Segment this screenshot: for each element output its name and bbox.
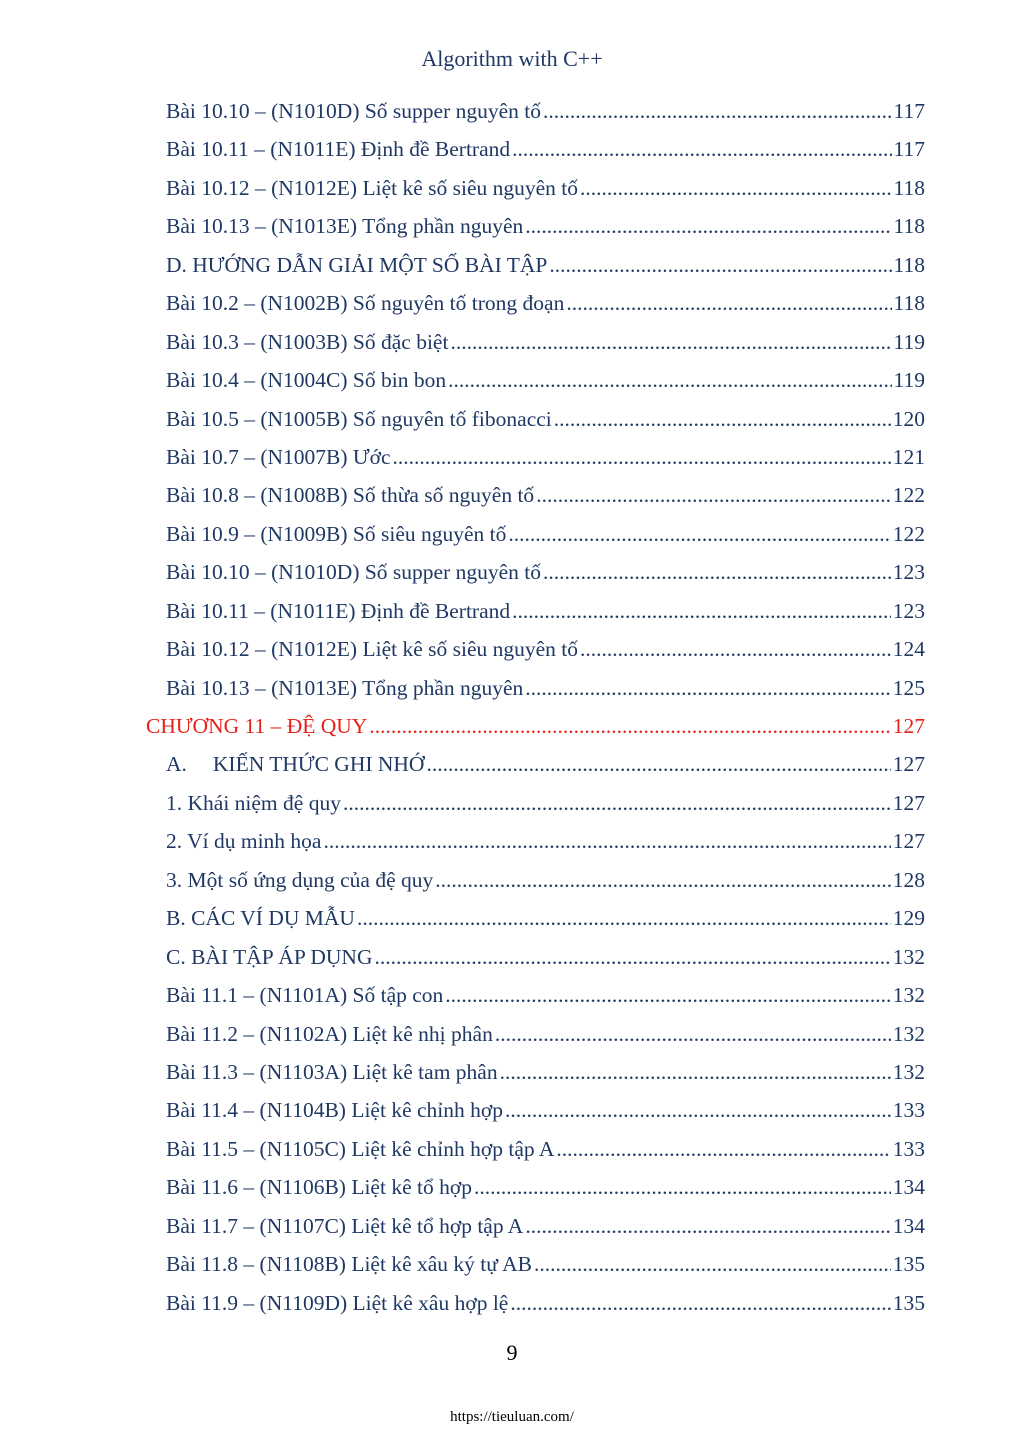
toc-entry-page: 119 [893, 368, 925, 393]
toc-entry-title: 3. Một số ứng dụng của đệ quy [166, 867, 434, 892]
toc-dot-leader [450, 323, 891, 361]
toc-entry[interactable] [0, 1091, 1024, 1129]
footer-url[interactable]: https://tieuluan.com/ [450, 1409, 574, 1425]
toc-entry-title: 1. Khái niệm đệ quy [166, 790, 341, 815]
toc-entry-title: C. BÀI TẬP ÁP DỤNG [166, 944, 373, 969]
toc-dot-leader [435, 861, 891, 899]
toc-entry[interactable] [0, 169, 1024, 207]
toc-entry[interactable] [0, 861, 1024, 899]
toc-entry-title: Bài 10.11 – (N1011E) Định đề Bertrand [166, 137, 511, 162]
toc-entry[interactable] [0, 207, 1024, 245]
toc-dot-leader [525, 669, 890, 707]
toc-entry-page: 127 [892, 829, 925, 854]
toc-entry[interactable] [0, 669, 1024, 707]
toc-entry-title: Bài 11.8 – (N1108B) Liệt kê xâu ký tự AB [166, 1252, 532, 1277]
table-of-contents [0, 92, 1024, 1322]
toc-entry-page: 132 [892, 983, 925, 1008]
toc-entry-title: Bài 11.3 – (N1103A) Liệt kê tam phân [166, 1059, 498, 1084]
toc-entry[interactable] [0, 1168, 1024, 1206]
toc-entry-page: 135 [892, 1290, 925, 1315]
toc-entry-page: 133 [892, 1136, 925, 1161]
toc-entry[interactable] [0, 323, 1024, 361]
toc-entry-page: 117 [893, 99, 925, 123]
toc-entry[interactable] [0, 976, 1024, 1014]
toc-entry[interactable] [0, 1207, 1024, 1245]
toc-entry[interactable] [0, 1015, 1024, 1053]
toc-entry-title: Bài 10.8 – (N1008B) Số thừa số nguyên tố [166, 483, 535, 508]
toc-entry-page: 125 [892, 675, 925, 700]
toc-entry-title [166, 745, 424, 783]
toc-entry-title: Bài 10.12 – (N1012E) Liệt kê số siêu nguyên tố [166, 175, 579, 200]
toc-entry-title: B. CÁC VÍ DỤ MẪU [166, 906, 355, 931]
toc-dot-leader [525, 207, 891, 245]
toc-entry-title: Bài 10.9 – (N1009B) Số siêu nguyên tố [166, 521, 507, 546]
toc-entry-page: 123 [892, 560, 925, 585]
toc-entry-prefix: A. [166, 752, 187, 777]
toc-entry-page: 118 [893, 291, 925, 316]
toc-entry-title: D. HƯỚNG DẪN GIẢI MỘT SỐ BÀI TẬP [166, 252, 548, 277]
toc-entry-page: 120 [892, 406, 925, 431]
toc-entry-page: 135 [892, 1252, 925, 1277]
toc-entry-title-text: KIẾN THỨC GHI NHỚ [212, 752, 425, 777]
toc-entry-page: 117 [893, 137, 925, 162]
page-number: 9 [506, 1340, 518, 1365]
toc-dot-leader [448, 361, 891, 399]
toc-entry-page: 121 [892, 444, 925, 469]
toc-dot-leader [556, 1130, 890, 1168]
toc-entry-page: 127 [892, 790, 925, 815]
toc-entry-title: Bài 11.1 – (N1101A) Số tập con [166, 983, 444, 1008]
toc-entry-title: Bài 11.2 – (N1102A) Liệt kê nhị phân [166, 1021, 493, 1046]
toc-entry-title: Bài 10.10 – (N1010D) Số supper nguyên tố [166, 560, 542, 585]
toc-entry-title: Bài 10.4 – (N1004C) Số bin bon [166, 368, 447, 393]
toc-dot-leader [543, 553, 891, 591]
toc-dot-leader [369, 707, 890, 745]
toc-entry[interactable] [0, 553, 1024, 591]
toc-entry-page: 122 [892, 483, 925, 508]
toc-entry-title: Bài 11.4 – (N1104B) Liệt kê chỉnh hợp [166, 1098, 503, 1123]
toc-entry[interactable] [0, 1130, 1024, 1168]
toc-entry-title: Bài 11.6 – (N1106B) Liệt kê tổ hợp [166, 1175, 472, 1200]
toc-entry[interactable] [0, 400, 1024, 438]
toc-entry-page: 132 [892, 944, 925, 969]
toc-entry[interactable] [0, 130, 1024, 168]
toc-entry-title: Bài 11.9 – (N1109D) Liệt kê xâu hợp lệ [166, 1290, 509, 1315]
toc-entry[interactable] [0, 476, 1024, 514]
toc-dot-leader [566, 284, 891, 322]
toc-dot-leader [510, 1284, 890, 1322]
toc-dot-leader [508, 515, 890, 553]
toc-entry[interactable] [0, 284, 1024, 322]
toc-dot-leader [505, 1091, 891, 1129]
toc-entry-page: 118 [893, 214, 925, 239]
toc-entry-page: 127 [892, 714, 925, 738]
toc-entry-title: Bài 10.3 – (N1003B) Số đặc biệt [166, 329, 449, 354]
toc-dot-leader [534, 1245, 891, 1283]
toc-entry-page: 132 [892, 1059, 925, 1084]
toc-entry[interactable] [0, 1053, 1024, 1091]
toc-chapter-title: CHƯƠNG 11 – ĐỆ QUY [146, 714, 368, 738]
toc-entry[interactable] [0, 592, 1024, 630]
page-header-title: Algorithm with C++ [421, 46, 603, 71]
toc-dot-leader [474, 1168, 891, 1206]
toc-entry-page: 124 [892, 637, 925, 662]
toc-entry[interactable] [0, 1245, 1024, 1283]
toc-entry[interactable] [0, 361, 1024, 399]
toc-dot-leader [500, 1053, 891, 1091]
toc-entry-title: Bài 10.2 – (N1002B) Số nguyên tố trong đoạn [166, 291, 565, 316]
toc-entry-title: Bài 11.7 – (N1107C) Liệt kê tổ hợp tập A [166, 1213, 524, 1238]
toc-dot-leader [495, 1015, 891, 1053]
toc-entry[interactable] [0, 822, 1024, 860]
toc-entry[interactable] [0, 515, 1024, 553]
toc-dot-leader [549, 246, 891, 284]
toc-dot-leader [554, 400, 891, 438]
toc-dot-leader [445, 976, 890, 1014]
toc-entry-title: Bài 10.11 – (N1011E) Định đề Bertrand [166, 598, 511, 623]
toc-entry-title: Bài 10.13 – (N1013E) Tổng phần nguyên [166, 675, 524, 700]
toc-entry-page: 118 [893, 252, 925, 277]
toc-entry[interactable] [0, 745, 1024, 783]
toc-entry[interactable] [0, 630, 1024, 668]
toc-dot-leader [374, 938, 890, 976]
toc-entry-page: 118 [893, 175, 925, 200]
toc-entry-page: 128 [892, 867, 925, 892]
toc-entry-page: 129 [892, 906, 925, 931]
toc-entry-page: 123 [892, 598, 925, 623]
toc-dot-leader [323, 822, 890, 860]
toc-entry-page: 127 [892, 752, 925, 777]
toc-entry-page: 133 [892, 1098, 925, 1123]
toc-entry[interactable] [0, 438, 1024, 476]
toc-entry-page: 122 [892, 521, 925, 546]
toc-entry-title: Bài 10.7 – (N1007B) Ước [166, 444, 391, 469]
toc-dot-leader [512, 130, 891, 168]
toc-dot-leader [536, 476, 891, 514]
toc-dot-leader [580, 169, 892, 207]
toc-dot-leader [343, 784, 891, 822]
toc-entry[interactable] [0, 784, 1024, 822]
toc-chapter-heading[interactable] [0, 707, 1024, 745]
toc-entry-title: Bài 11.5 – (N1105C) Liệt kê chỉnh hợp tập A [166, 1136, 555, 1161]
toc-entry-title: Bài 10.13 – (N1013E) Tổng phần nguyên [166, 214, 524, 239]
toc-dot-leader [393, 438, 891, 476]
toc-entry-page: 119 [893, 329, 925, 354]
toc-entry[interactable] [0, 246, 1024, 284]
toc-entry-title: Bài 10.12 – (N1012E) Liệt kê số siêu nguyên tố [166, 637, 579, 662]
toc-entry[interactable] [0, 92, 1024, 130]
toc-entry-page: 132 [892, 1021, 925, 1046]
toc-dot-leader [580, 630, 891, 668]
toc-dot-leader [525, 1207, 890, 1245]
toc-entry-title: 2. Ví dụ minh họa [166, 829, 322, 854]
toc-dot-leader [543, 92, 892, 130]
toc-entry[interactable] [0, 899, 1024, 937]
toc-dot-leader [512, 592, 891, 630]
toc-entry[interactable] [0, 1284, 1024, 1322]
toc-entry-page: 134 [892, 1175, 925, 1200]
toc-dot-leader [357, 899, 891, 937]
toc-dot-leader [426, 745, 890, 783]
toc-entry[interactable] [0, 938, 1024, 976]
toc-entry-title: Bài 10.10 – (N1010D) Số supper nguyên tố [166, 99, 542, 123]
toc-entry-page: 134 [892, 1213, 925, 1238]
toc-entry-title: Bài 10.5 – (N1005B) Số nguyên tố fibonacci [166, 406, 552, 431]
